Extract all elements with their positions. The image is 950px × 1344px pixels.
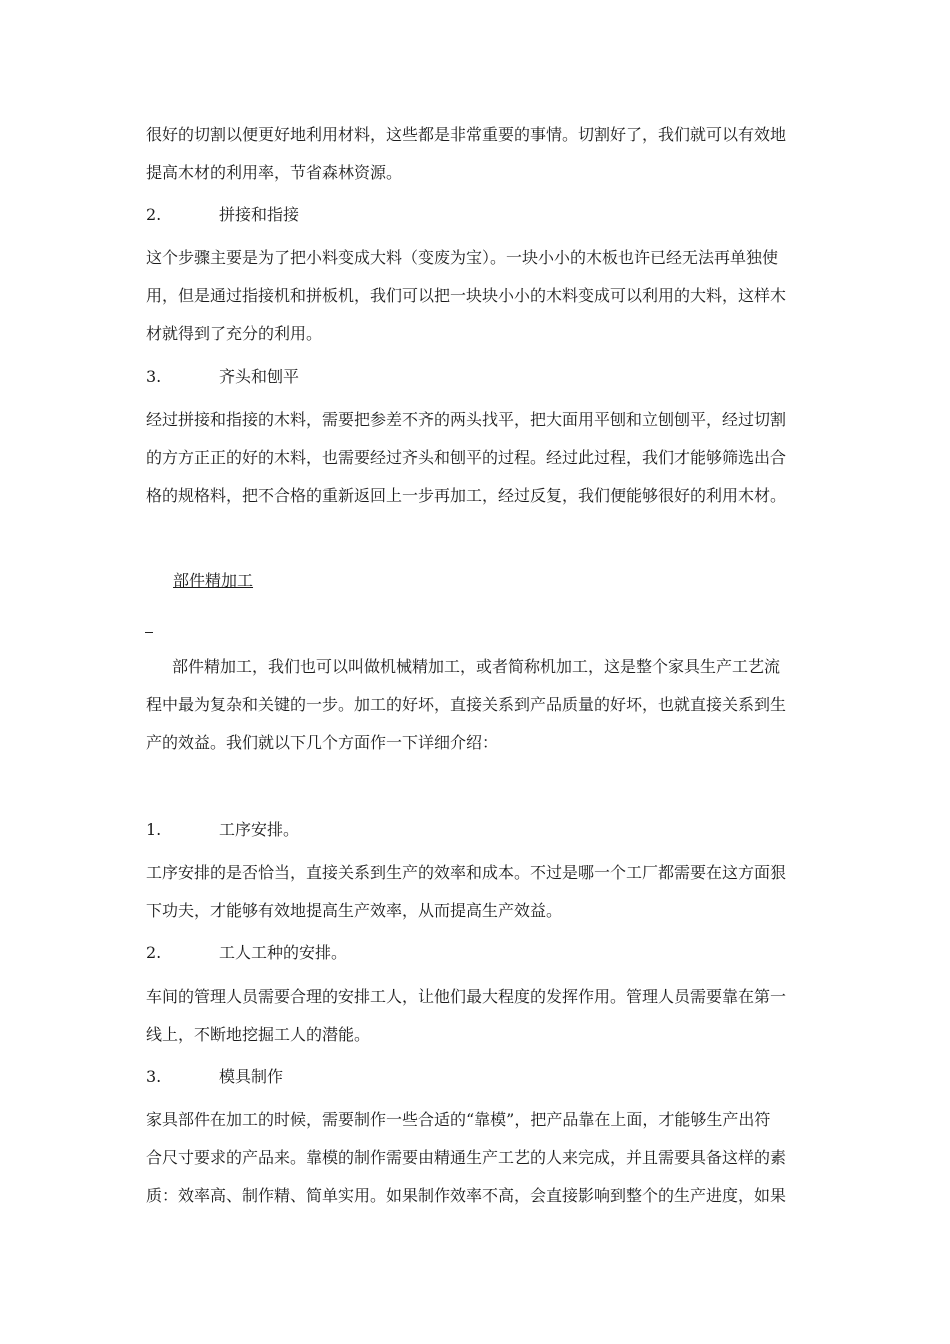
list-title: 工人工种的安排。: [219, 943, 348, 962]
section-heading: 部件精加工: [173, 571, 254, 590]
list-number: 2.: [146, 205, 162, 224]
text-line: 很好的切割以便更好地利用材料，这些都是非常重要的事情。切割好了，我们就可以有效地: [146, 125, 787, 144]
text-line: 合尺寸要求的产品来。靠模的制作需要由精通生产工艺的人来完成，并且需要具备这样的素: [146, 1148, 787, 1167]
list-title: 模具制作: [219, 1067, 284, 1086]
text-line: 家具部件在加工的时候，需要制作一些合适的“靠模”，把产品靠在上面，才能够生产出符: [146, 1110, 771, 1129]
paragraph-intro: [146, 116, 810, 192]
paragraph-workers: [146, 978, 810, 1054]
text-line: 提高木材的利用率，节省森林资源。: [146, 163, 403, 182]
text-line: 部件精加工，我们也可以叫做机械精加工，或者简称机加工，这是整个家具生产工艺流: [172, 657, 781, 676]
paragraph-section-intro: [146, 648, 810, 762]
list-number: 3.: [146, 367, 162, 386]
text-line: 产的效益。我们就以下几个方面作一下详细介绍：: [146, 733, 499, 752]
list-number: 2.: [146, 943, 162, 962]
text-line: 的方方正正的好的木料，也需要经过齐头和刨平的过程。经过此过程，我们才能够筛选出合: [146, 448, 787, 467]
paragraph-molds: [146, 1101, 810, 1215]
text-line: 程中最为复杂和关键的一步。加工的好坏，直接关系到产品质量的好坏，也就直接关系到生: [146, 695, 787, 714]
text-line: 用，但是通过指接机和拼板机，我们可以把一块块小小的木料变成可以利用的大料，这样木: [146, 286, 787, 305]
text-line: 工序安排的是否恰当，直接关系到生产的效率和成本。不过是哪一个工厂都需要在这方面狠: [146, 863, 787, 882]
list-title: 工序安排。: [219, 820, 300, 839]
list-item-splicing: [146, 200, 810, 230]
text-line: 下功夫，才能够有效地提高生产效率，从而提高生产效益。: [146, 901, 563, 920]
text-line: 线上，不断地挖掘工人的潜能。: [146, 1025, 371, 1044]
list-title: 拼接和指接: [219, 205, 300, 224]
paragraph-splicing: [146, 239, 810, 353]
list-title: 齐头和刨平: [219, 367, 300, 386]
text-line: 车间的管理人员需要合理的安排工人，让他们最大程度的发挥作用。管理人员需要靠在第一: [146, 987, 787, 1006]
list-item-process: [146, 815, 810, 845]
list-item-workers: [146, 938, 810, 968]
paragraph-process: [146, 854, 810, 930]
list-item-molds: [146, 1062, 810, 1092]
paragraph-planing: [146, 401, 810, 515]
list-item-planing: [146, 362, 810, 392]
text-line: 材就得到了充分的利用。: [146, 324, 323, 343]
list-number: 3.: [146, 1067, 162, 1086]
text-line: 质：效率高、制作精、简单实用。如果制作效率不高，会直接影响到整个的生产进度，如果: [146, 1186, 787, 1205]
text-line: 经过拼接和指接的木料，需要把参差不齐的两头找平，把大面用平刨和立刨刨平，经过切割: [146, 410, 787, 429]
underscore-mark: [145, 632, 153, 633]
text-line: 这个步骤主要是为了把小料变成大料（变废为宝）。一块小小的木板也许已经无法再单独使: [146, 248, 779, 267]
list-number: 1.: [146, 820, 162, 839]
text-line: 格的规格料，把不合格的重新返回上一步再加工，经过反复，我们便能够很好的利用木材。: [146, 486, 787, 505]
